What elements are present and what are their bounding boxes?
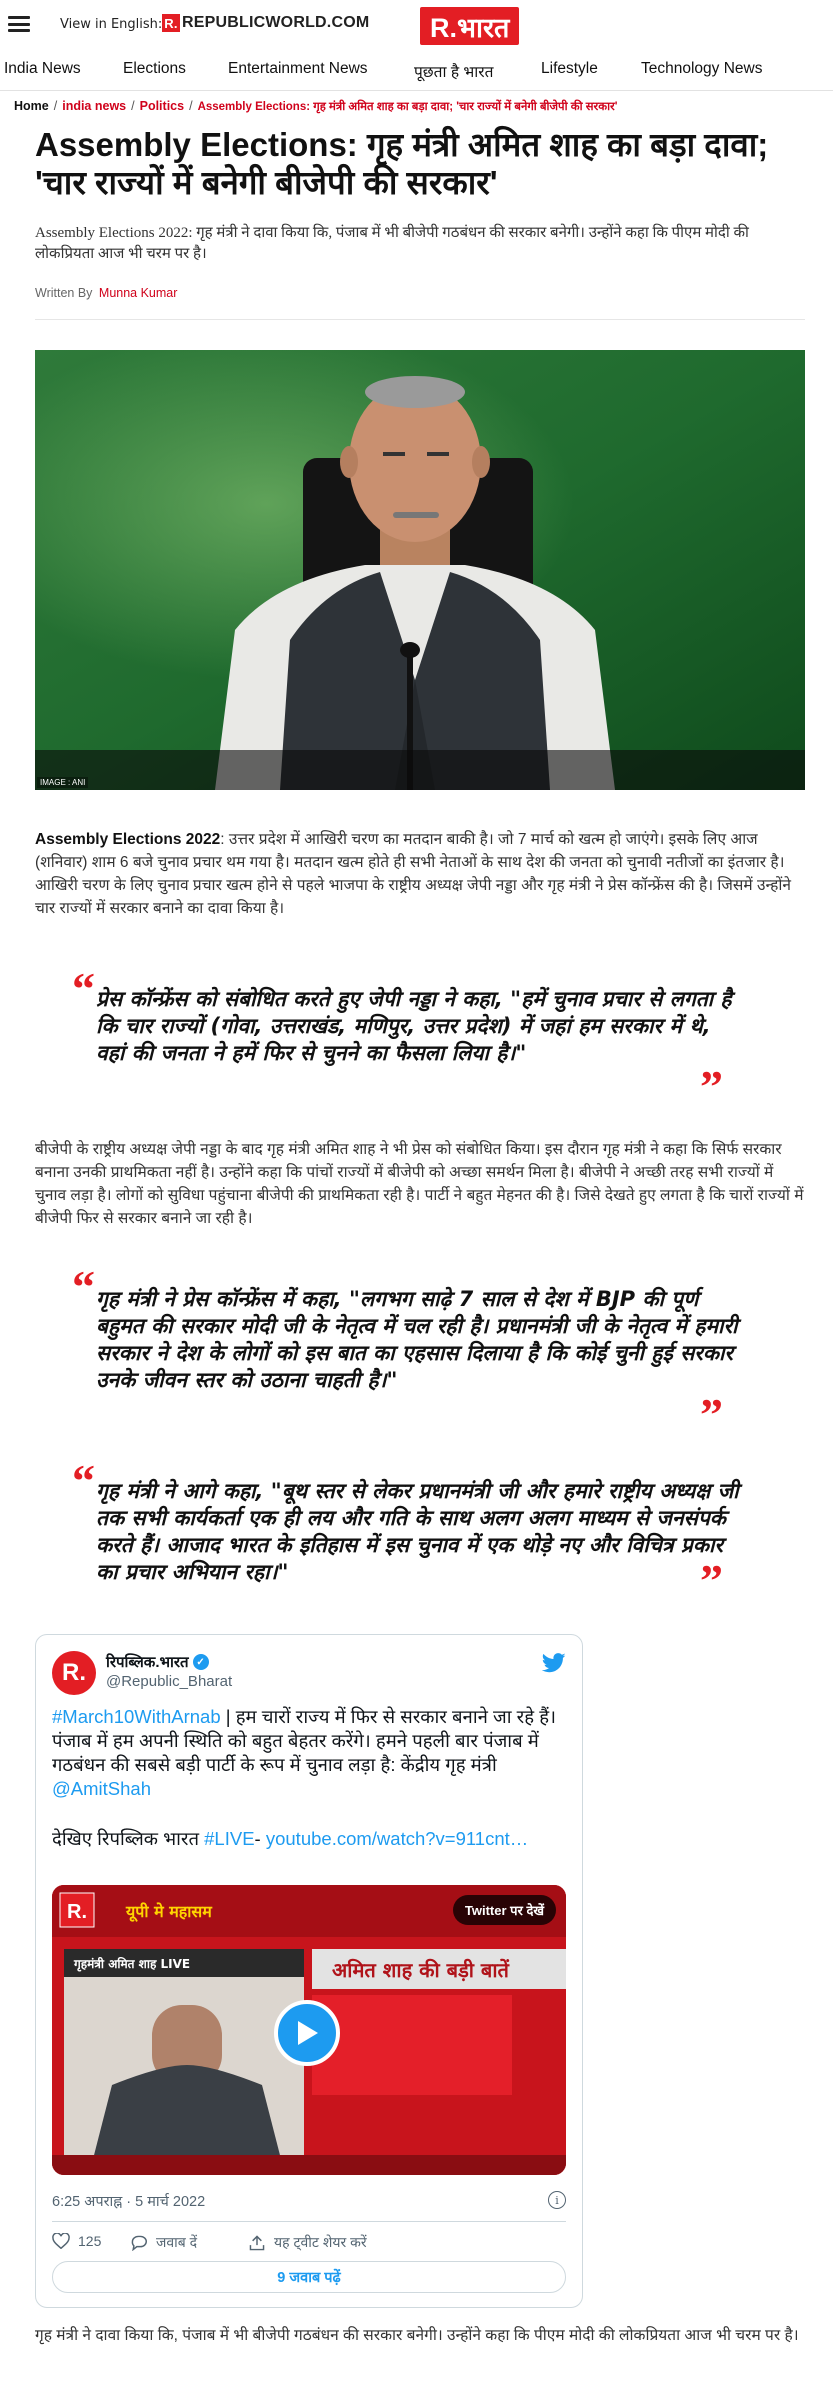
paragraph-1-text: : उत्तर प्रदेश में आखिरी चरण का मतदान बाकी है। जो 7 मार्च को खत्म हो जाएंगे। इसके लिए आज (शनिवार) शाम 6 बजे चुनाव प्रचार थम गया है। मतदान खत्म होते ही सभी नेताओं के साथ देश की जनता को चुनावी नतीजों का इंतजार है। आखिरी चरण के लिए चुनाव प्रचार खत्म होने से पहले भाजपा के राष्ट्रीय अध्यक्ष जेपी नड्डा और गृह मंत्री ने प्रेस कॉन्फ्रेंस की है। जिसमें उन्होंने चार राज्यों में सरकार बनाने का दावा किया है। [35, 831, 791, 917]
breadcrumb-separator: / [189, 99, 193, 113]
republicworld-logo-text: REPUBLICWORLD.COM [182, 14, 370, 31]
tweet-text-line-2 [52, 1827, 564, 1851]
nav-item-poochta-hai-bharat[interactable]: पूछता है भारत [414, 64, 494, 81]
reply-label: जवाब दें [156, 2234, 198, 2250]
reply-action[interactable] [130, 2233, 197, 2252]
quote-open-mark: “ [72, 1261, 95, 1312]
hamburger-menu-icon[interactable] [8, 16, 30, 32]
thumbnail-headline: अमित शाह की बड़ी बातें [332, 1958, 509, 1982]
breadcrumb-current: Assembly Elections: गृह मंत्री अमित शाह का बड़ा दावा; 'चार राज्यों में बनेगी बीजेपी की सरकार' [197, 101, 618, 113]
read-replies-button[interactable]: 9 जवाब पढ़ें [52, 2261, 566, 2293]
tweet-author-name[interactable] [106, 1652, 209, 1672]
tweet-youtube-link[interactable]: youtube.com/watch?v=911cnt… [265, 1828, 529, 1849]
pull-quote-2: गृह मंत्री ने प्रेस कॉन्फ्रेंस में कहा, "लगभग साढ़े 7 साल से देश में BJP की पूर्ण बहुमत की सरकार मोदी जी के नेतृत्व में चल रही है। प्रधानमंत्री जी के नेतृत्व में हमारी सरकार ने देश के लोगों को इस बात का एहसास दिलाया है कि कोई चुनी हुई सरकार उनके जीवन स्तर को उठाना चाहती है।" [96, 1287, 738, 1392]
play-button-icon[interactable] [274, 2000, 340, 2066]
like-action[interactable] [52, 2233, 101, 2249]
pull-quote-1: प्रेस कॉन्फ्रेंस को संबोधित करते हुए जेपी नड्डा ने कहा, "हमें चुनाव प्रचार से लगता है कि चार राज्यों (गोवा, उत्तराखंड, मणिपुर, उत्तर प्रदेश) में जहां हम सरकार में थे, वहां की जनता ने हमें फिर से चुनने का फैसला लिया है।" [96, 987, 732, 1065]
article-summary: Assembly Elections 2022: गृह मंत्री ने दावा किया कि, पंजाब में भी बीजेपी गठबंधन की सरकार बनेगी। उन्होंने कहा कि पीएम मोदी की लोकप्रियता आज भी चरम पर है। [35, 225, 749, 262]
tweet-body: | हम चारों राज्य में फिर से सरकार बनाने जा रहे हैं। पंजाब में हम अपनी स्थिति को बहुत बेहतर करेंगे। हमने पहली बार पंजाब में गठबंधन की सबसे बड़ी पार्टी के रूप में चुनाव लड़ा है: केंद्रीय गृह मंत्री [52, 1706, 557, 1775]
tweet-text [52, 1705, 564, 1801]
main-nav [0, 54, 833, 88]
svg-text:R.: R. [67, 1901, 87, 1923]
breadcrumb [14, 99, 618, 114]
republicworld-logo-mark: R. [162, 14, 180, 32]
article-header-divider [35, 319, 805, 320]
quote-close-mark: ” [700, 1555, 723, 1606]
tweet-author-name-text: रिपब्लिक.भारत [106, 1654, 189, 1671]
pull-quote-3: गृह मंत्री ने आगे कहा, "बूथ स्तर से लेकर प्रधानमंत्री जी और हमारे राष्ट्रीय अध्यक्ष जी तक सभी कार्यकर्ता एक ही लय और गति के साथ अलग अलग माध्यम से जनसंपर्क करते हैं। आजाद भारत के इतिहास में इस चुनाव में एक थोड़े नए और विचित्र प्रकार का प्रचार अभियान रहा।" [96, 1479, 739, 1584]
watch-on-twitter-button[interactable]: Twitter पर देखें [453, 1895, 556, 1925]
quote-open-mark: “ [72, 963, 95, 1014]
article-paragraph-2: बीजेपी के राष्ट्रीय अध्यक्ष जेपी नड्डा के बाद गृह मंत्री अमित शाह ने भी प्रेस को संबोधित किया। इस दौरान गृह मंत्री ने कहा कि सिर्फ सरकार बनाना उनकी प्राथमिकता नहीं है। उन्होंने कहा कि पांचों राज्यों में बीजेपी को अच्छा समर्थन मिला है। बीजेपी ने अच्छी तरह सभी राज्यों में चुनाव लड़ा है। लोगों को सुविधा पहुंचाना बीजेपी की प्राथमिकता रही है। पार्टी ने बहुत मेहनत की है। जिसे देखते हुए लगता है कि चारों राज्यों में बीजेपी फिर से सरकार बनाने जा रही है। [35, 1141, 804, 1227]
tweet-line2-prefix: देखिए रिपब्लिक भारत [52, 1828, 205, 1849]
twitter-bird-icon[interactable] [542, 1653, 566, 1673]
quote-open-mark: “ [72, 1455, 95, 1506]
thumbnail-banner-title: यूपी मे महासम [126, 1902, 212, 1921]
breadcrumb-separator: / [53, 99, 58, 113]
hero-image-caption: IMAGE : ANI [37, 777, 88, 788]
nav-item-elections[interactable]: Elections [123, 60, 186, 77]
tweet-author-handle[interactable]: @Republic_Bharat [106, 1673, 233, 1690]
nav-item-india-news[interactable]: India News [4, 60, 81, 77]
tweet-live-hashtag[interactable]: #LIVE [204, 1828, 255, 1849]
article-hero-image [35, 350, 805, 790]
written-by-label: Written By [35, 286, 93, 300]
tweet-line2-separator: - [254, 1828, 266, 1849]
heart-icon [52, 2233, 70, 2249]
breadcrumb-india-news[interactable]: india news [62, 99, 127, 113]
share-action[interactable] [248, 2233, 367, 2252]
author-link[interactable]: Munna Kumar [98, 286, 178, 300]
tweet-mention-link[interactable]: @AmitShah [52, 1778, 151, 1799]
top-header [0, 0, 833, 54]
quote-close-mark: ” [700, 1389, 723, 1440]
verified-badge-icon: ✓ [193, 1654, 209, 1670]
thumbnail-live-label: गृहमंत्री अमित शाह LIVE [74, 1957, 191, 1971]
tweet-video-thumbnail[interactable] [52, 1885, 566, 2175]
article-byline [35, 286, 177, 300]
article-paragraph-1 [35, 828, 805, 920]
breadcrumb-politics[interactable]: Politics [139, 99, 185, 113]
quote-close-mark: ” [700, 1061, 723, 1112]
embedded-tweet[interactable] [35, 1634, 583, 2308]
nav-item-technology-news[interactable]: Technology News [641, 60, 763, 77]
share-upload-icon [248, 2235, 266, 2251]
article-closing-paragraph: गृह मंत्री ने दावा किया कि, पंजाब में भी बीजेपी गठबंधन की सरकार बनेगी। उन्होंने कहा कि पीएम मोदी की लोकप्रियता आज भी चरम पर है। [35, 2327, 799, 2344]
hero-image-illustration [35, 350, 805, 790]
tweet-hashtag-link[interactable]: #March10WithArnab [52, 1706, 221, 1727]
tweet-avatar[interactable]: R. [52, 1651, 96, 1695]
like-count: 125 [78, 2233, 102, 2249]
article-headline: Assembly Elections: गृह मंत्री अमित शाह का बड़ा दावा; 'चार राज्यों में बनेगी बीजेपी की सरकार' [35, 126, 769, 201]
share-label: यह ट्वीट शेयर करें [274, 2234, 367, 2250]
nav-item-lifestyle[interactable]: Lifestyle [541, 60, 598, 77]
breadcrumb-separator: / [131, 99, 135, 113]
republicworld-logo[interactable] [162, 14, 369, 32]
paragraph-lead-bold: Assembly Elections 2022 [35, 831, 221, 848]
tweet-actions [52, 2229, 566, 2255]
breadcrumb-home[interactable]: Home [14, 99, 49, 113]
view-in-english-label: View in English: [60, 17, 163, 32]
republic-bharat-logo[interactable]: R.भारत [420, 7, 519, 45]
tweet-timestamp[interactable]: 6:25 अपराह्न · 5 मार्च 2022 [52, 2194, 206, 2210]
nav-item-entertainment-news[interactable]: Entertainment News [228, 60, 368, 77]
reply-bubble-icon [130, 2235, 148, 2251]
header-divider [0, 90, 833, 91]
tweet-divider [52, 2221, 566, 2222]
info-icon[interactable]: i [548, 2191, 566, 2209]
